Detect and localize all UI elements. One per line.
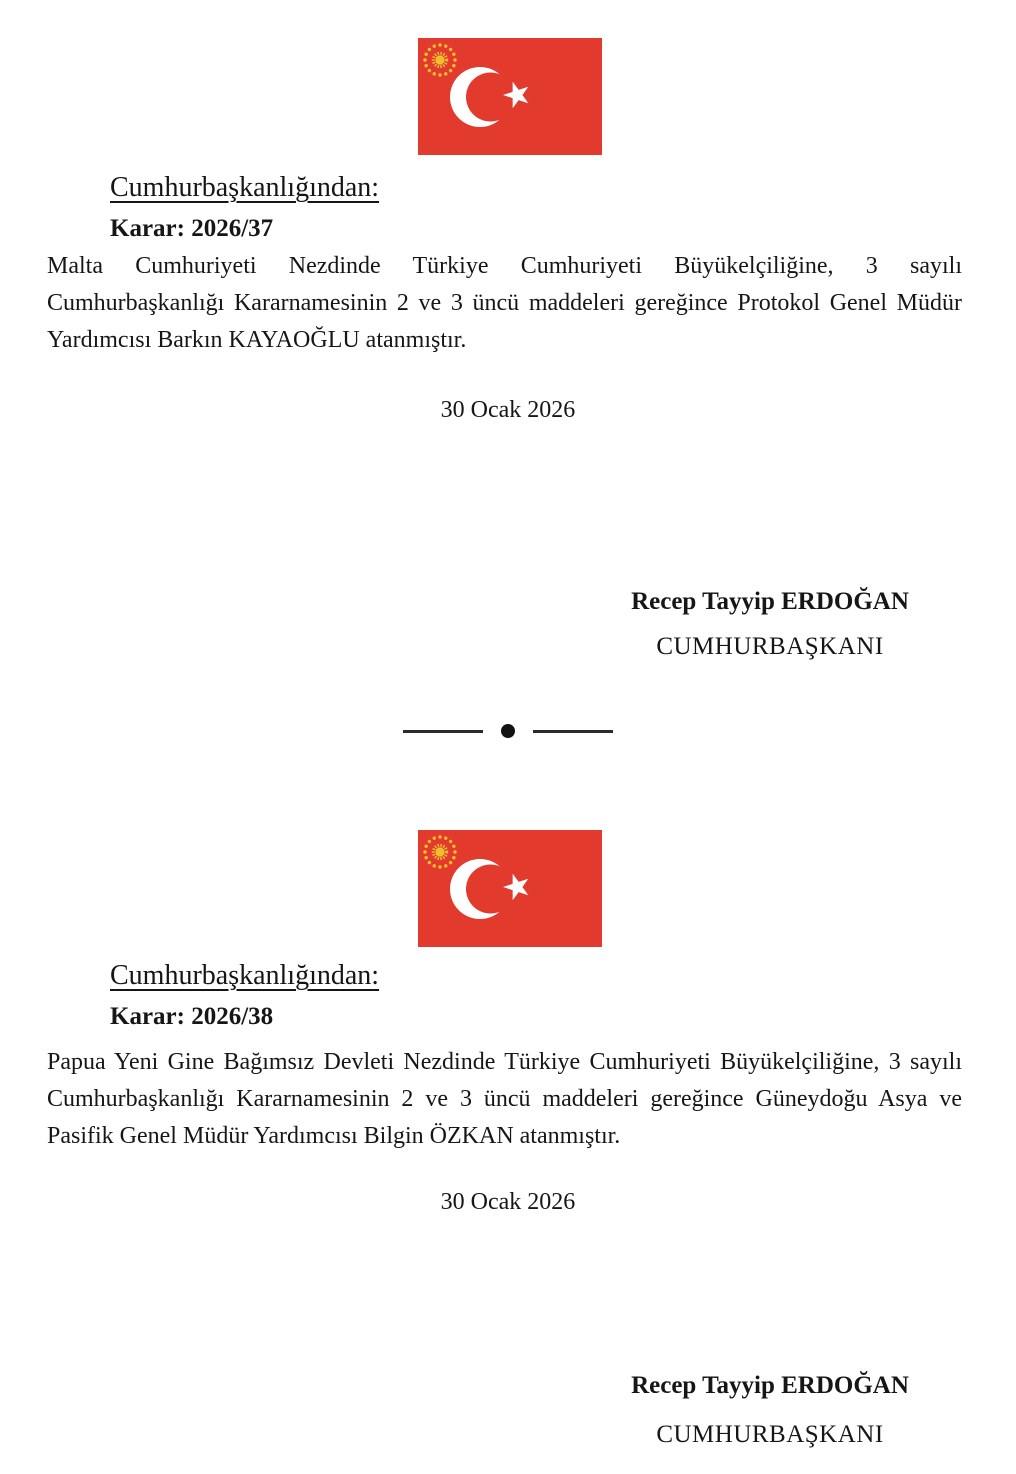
turkish-presidential-flag: [418, 38, 602, 155]
turkish-presidential-flag: [418, 830, 602, 947]
decree-body-line: Yardımcısı Barkın KAYAOĞLU atanmıştır.: [47, 327, 467, 353]
decree-date: 30 Ocak 2026: [440, 1189, 576, 1215]
decree-body-line: Pasifik Genel Müdür Yardımcısı Bilgin ÖZKAN atanmıştır.: [47, 1123, 621, 1149]
divider-line: [403, 730, 483, 733]
signatory-name: Recep Tayyip ERDOĞAN: [631, 588, 909, 615]
decree-heading: Cumhurbaşkanlığından:: [110, 172, 380, 203]
decree-date: 30 Ocak 2026: [440, 397, 576, 423]
divider-bullet: [501, 724, 515, 738]
decision-number: Karar: 2026/38: [110, 1003, 274, 1030]
decree-body-line: Malta Cumhuriyeti Nezdinde Türkiye Cumhuriyeti Büyükelçiliğine, 3 sayılı: [47, 253, 962, 279]
signatory-title: CUMHURBAŞKANI: [656, 1421, 884, 1448]
decision-number: Karar: 2026/37: [110, 215, 274, 242]
decree-body-line: Cumhurbaşkanlığı Kararnamesinin 2 ve 3 üncü maddeleri gereğince Protokol Genel Müdür: [47, 290, 962, 316]
section-divider: [0, 724, 1016, 738]
crescent-cutout: [466, 865, 515, 914]
crescent-cutout: [466, 73, 515, 122]
decree-body: [47, 248, 962, 359]
decree-body: [47, 1044, 962, 1155]
divider-line: [533, 730, 613, 733]
signatory-title: CUMHURBAŞKANI: [656, 633, 884, 660]
decree-heading: Cumhurbaşkanlığından:: [110, 960, 380, 991]
signatory-name: Recep Tayyip ERDOĞAN: [631, 1372, 909, 1399]
decree-body-line: Papua Yeni Gine Bağımsız Devleti Nezdinde Türkiye Cumhuriyeti Büyükelçiliğine, 3 sayılı: [47, 1049, 962, 1075]
decree-body-line: Cumhurbaşkanlığı Kararnamesinin 2 ve 3 üncü maddeleri gereğince Güneydoğu Asya ve: [47, 1086, 962, 1112]
